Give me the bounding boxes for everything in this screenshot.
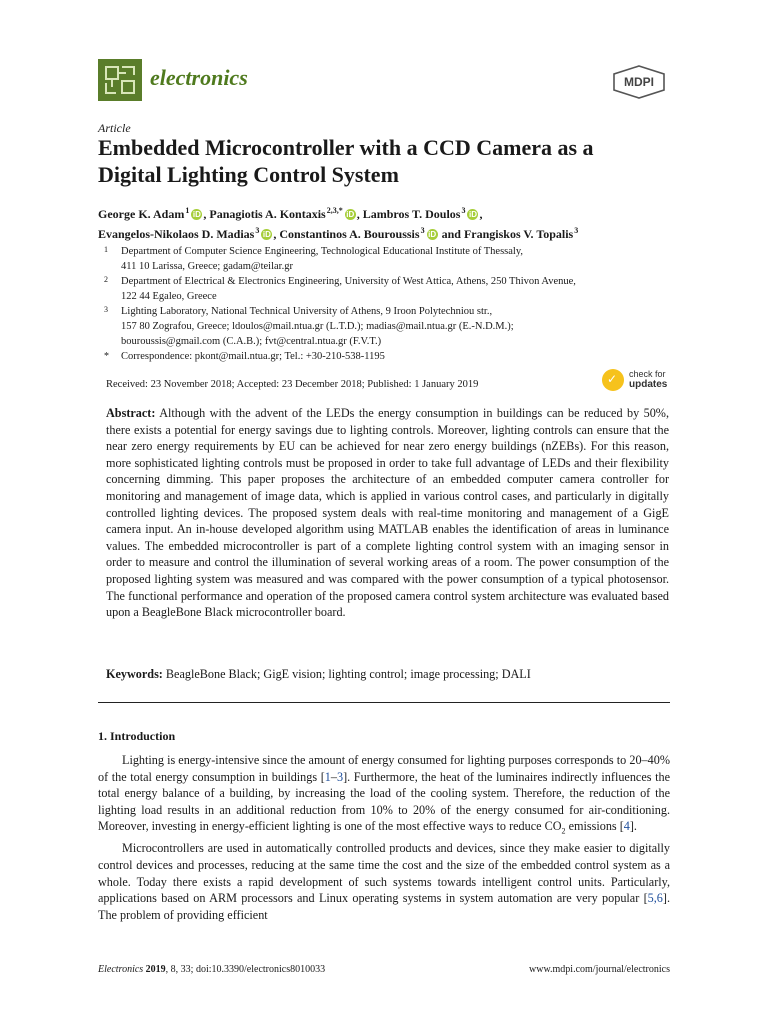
check-icon: ✓ <box>607 372 618 386</box>
text-run: , <box>653 891 657 906</box>
journal-name: electronics <box>150 65 248 90</box>
abstract-text: Although with the advent of the LEDs the energy consumption in buildings can be reduced by 50%, there exists a potential for energy savings due to lighting controls. Moreover, lighting controls can ensure that the near zero energy requirements by EU can be achieved for near zero energy buildings (nZEBs). For this reason, more sophisticated lighting controls must be proposed in order to take full advantage of LEDs and their flexibility concerning dimming. This paper proposes the architecture of an embedded computer camera controller for monitoring and management of image data, which is applied in various control cases, and particularly in digitally controlled lighting devices. The proposed system deals with real-time monitoring and management of a GigE camera input. An in-house developed algorithm using MATLAB enables the identification of areas in luminance values. The embedded microcontroller is part of a complete lighting control system with an imaging sensor in order to measure and control the illumination of several working areas of a room. The power consumption of the proposed lighting system was measured and was compared with the power consumption of a typical photosensor. The functional performance and operation of the proposed camera control system architecture was evaluated based upon a BeagleBone Black microcontroller board. <box>106 406 670 620</box>
footer-year: 2019 <box>145 964 166 975</box>
author-name: Panagiotis A. Kontaxis <box>209 207 326 221</box>
author-name: Frangiskos V. Topalis <box>463 226 574 241</box>
paper-title <box>98 134 698 188</box>
author-name: Lambros T. Doulos <box>362 207 461 221</box>
orcid-icon[interactable]: iD <box>262 229 271 239</box>
keywords-text: BeagleBone Black; GigE vision; lighting control; image processing; DALI <box>165 667 531 681</box>
affiliation-number: 3 <box>104 305 108 314</box>
article-type: Article <box>98 121 131 135</box>
citation-link[interactable]: 1 <box>324 769 331 784</box>
affiliation-item <box>98 304 668 349</box>
keywords <box>106 667 669 682</box>
affiliations <box>98 244 668 364</box>
subscript: 2 <box>561 826 566 836</box>
affiliation-item <box>98 274 668 304</box>
section-heading: 1. Introduction <box>98 729 176 743</box>
publication-dates: Received: 23 November 2018; Accepted: 23 December 2018; Published: 1 January 2019 <box>106 379 479 390</box>
affiliation-line: bouroussis@gmail.com (C.A.B.); fvt@central.ntua.gr (F.V.T.) <box>121 336 382 347</box>
separator: , <box>356 207 360 221</box>
author-affil-sup: 1 <box>185 206 190 215</box>
text-run: ]. Furthermore, the heat of the luminaires indirectly influences the total energy balance of a building, by increasing the load of the cooling system. Therefore, the reduction of the lighting load results in an additional reduction from 10% to 20% of the energy consumed for air-conditioning. Moreover, investing in energy-efficient lighting is one of the most effective ways to reduce CO <box>98 769 670 834</box>
author-name: Evangelos-Nikolaos D. Madias <box>98 226 255 241</box>
correspondence-item <box>98 349 668 364</box>
separator: , <box>479 207 483 221</box>
affiliation-line: 411 10 Larissa, Greece; gadam@teilar.gr <box>121 261 293 272</box>
footer-citation <box>98 964 325 975</box>
separator: , <box>273 226 277 241</box>
author-list <box>98 203 668 242</box>
orcid-icon[interactable]: iD <box>346 210 355 219</box>
footer-url[interactable]: www.mdpi.com/journal/electronics <box>529 964 670 975</box>
affiliation-line: Lighting Laboratory, National Technical University of Athens, 9 Iroon Polytechniou str., <box>121 306 493 317</box>
author-affil-sup: 3 <box>255 225 260 235</box>
updates-line-2: updates <box>629 379 668 390</box>
text-run: emissions [ <box>565 819 624 834</box>
orcid-icon[interactable]: iD <box>468 210 477 219</box>
text-run: Microcontrollers are used in automatically controlled products and devices, since they make easier to digitally control devices and processes, reducing at the same time the cost and the size of the embedded control system as a whole. Today there exists a rapid development of such systems towards intelligent control units. Particularly, applications based on ARM processors and Linux operating systems in system automation are very popular [ <box>98 841 670 906</box>
title-line-2: Digital Lighting Control System <box>98 162 399 187</box>
citation-link[interactable]: 5 <box>647 891 654 906</box>
footer-doi: , 8, 33; doi:10.3390/electronics8010033 <box>165 964 326 975</box>
correspondence-line: Correspondence: pkont@mail.ntua.gr; Tel.: +30-210-538-1195 <box>121 351 385 362</box>
author-affil-sup: 3 <box>461 206 466 215</box>
author-name: George K. Adam <box>98 207 185 221</box>
section-divider <box>98 702 670 703</box>
check-for-updates-badge[interactable] <box>602 367 682 395</box>
text-run: ]. The problem of providing efficient <box>98 891 670 922</box>
affiliation-item <box>98 244 668 274</box>
citation-link[interactable]: 6 <box>656 891 663 906</box>
text-run: – <box>330 769 337 784</box>
citation-link[interactable]: 4 <box>623 819 630 834</box>
author-affil-sup: 2,3,* <box>326 206 343 215</box>
author-affil-sup: 3 <box>574 225 579 235</box>
paragraph <box>98 752 670 840</box>
abstract <box>106 405 669 621</box>
text-run: Lighting is energy-intensive since the amount of energy consumed for lighting purposes corresponds to 20–40% of the total energy consumption in buildings [ <box>98 753 670 784</box>
orcid-icon[interactable]: iD <box>192 210 201 219</box>
section-body <box>98 752 670 923</box>
author-name: Constantinos A. Bouroussis <box>279 226 420 241</box>
and-word: and <box>441 226 461 241</box>
correspondence-star: * <box>104 351 109 362</box>
author-affil-sup: 3 <box>420 225 425 235</box>
mdpi-logo <box>611 65 667 99</box>
affiliation-line: Department of Electrical & Electronics Engineering, University of West Attica, Athens, 250 Thivon Avenue, <box>121 276 576 287</box>
separator: , <box>203 207 207 221</box>
keywords-label: Keywords: <box>106 667 163 681</box>
text-run: ]. <box>629 819 637 834</box>
affiliation-line: Department of Computer Science Engineering, Technological Educational Institute of Thessaly, <box>121 246 524 257</box>
abstract-label: Abstract: <box>106 406 156 420</box>
citation-link[interactable]: 3 <box>336 769 344 784</box>
publisher-text: MDPI <box>624 75 654 89</box>
affiliation-line: 157 80 Zografou, Greece; ldoulos@mail.ntua.gr (L.T.D.); madias@mail.ntua.gr (E.-N.D.M.); <box>121 321 514 332</box>
paragraph <box>98 840 670 923</box>
updates-line-1: check for <box>629 369 666 379</box>
journal-logo <box>98 59 142 101</box>
affiliation-number: 2 <box>104 275 108 284</box>
affiliation-line: 122 44 Egaleo, Greece <box>121 291 217 302</box>
affiliation-number: 1 <box>104 245 108 254</box>
footer-journal: Electronics <box>98 964 144 975</box>
title-line-1: Embedded Microcontroller with a CCD Camera as a <box>98 135 594 160</box>
orcid-icon[interactable]: iD <box>428 229 437 239</box>
